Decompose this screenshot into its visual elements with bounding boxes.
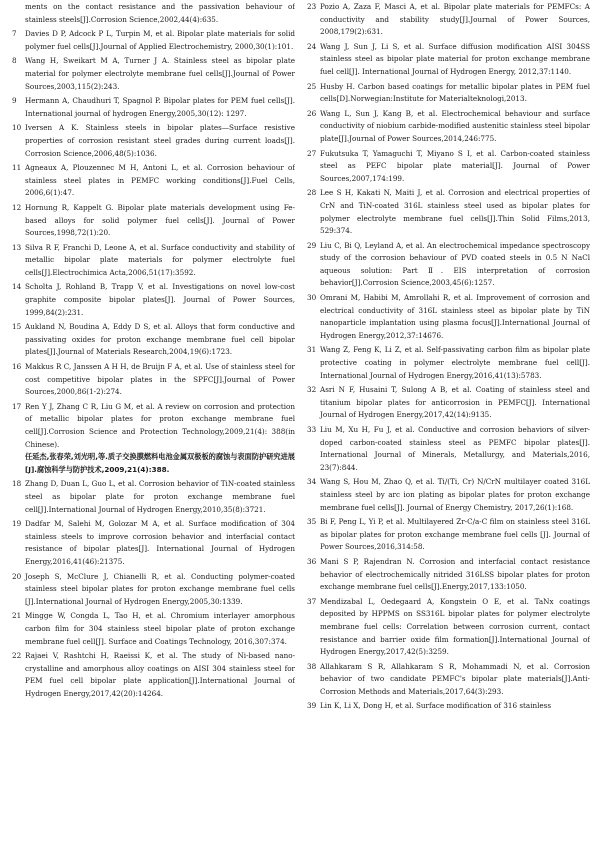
reference-text: Husby H. Carbon based coatings for metallic bipolar plates in PEM fuel cells[D].Norwegian:Institute for Materialteknologi,2013.: [320, 81, 590, 104]
reference-text: Bi F, Peng L, Yi P, et al. Multilayered Zr-C/a-C film on stainless steel 316L as bipolar plates for proton exchange membrane fuel cells [J]. Journal of Power Sources,2016,314:58.: [320, 517, 590, 552]
reference-number: 9: [12, 96, 17, 106]
reference-text: Wang H, Sweikart M A, Turner J A. Stainless steel as bipolar plate material for polymer electrolyte membrane fuel cells[J].Journal of Power Sources,2003,115(2):243.: [25, 56, 295, 91]
reference-text: Wang L, Sun J, Kang B, et al. Electrochemical behaviour and surface conductivity of niobium carbide-modified austenitic stainless steel bipolar plate[J].Journal of Power Sources,2014,246:775.: [320, 108, 590, 143]
reference-text: Agneaux A, Plouzennec M H, Antoni L, et al. Corrosion behaviour of stainless steel plates in PEMFC working conditions[J].Fuel Cells, 2006,6(1):47.: [25, 163, 295, 198]
reference-item: [12, 28, 295, 53]
left-column: [12, 0, 295, 842]
reference-item: [12, 478, 295, 516]
reference-item: [307, 148, 590, 186]
reference-item: [307, 700, 590, 713]
reference-item: [12, 571, 295, 609]
reference-item: [307, 556, 590, 594]
reference-item: [12, 650, 295, 700]
right-column: [307, 0, 590, 842]
reference-number: 27: [307, 148, 317, 158]
reference-text: Joseph S, McClure J, Chianelli R, et al. Conducting polymer-coated stainless steel bipolar plates for proton exchange membrane fuel cells [J].International Journal of Hydrogen Energy,2005,30:1339.: [25, 571, 295, 606]
reference-number: 23: [307, 2, 317, 11]
reference-item: [12, 162, 295, 200]
reference-item: [12, 95, 295, 120]
reference-text: Omrani M, Habibi M, Amrollahi R, et al. Improvement of corrosion and electrical conductivity of 316L stainless steel as bipolar plate by TiN nanoparticle implantation using plasma focus[J].International Journal of Hydrogen Energy,2012,37:14676.: [320, 293, 590, 340]
reference-number: 38: [307, 661, 317, 671]
reference-item: [307, 81, 590, 106]
reference-number: 31: [307, 345, 317, 355]
reference-text: Ren Y J, Zhang C R, Liu G M, et al. A review on corrosion and protection of metallic bipolar plates for proton exchange membrane fuel cell[J].Corrosion Science and Protection Technology,2009,21(4): 388(in Chinese).: [25, 401, 295, 449]
reference-text: Aukland N, Boudina A, Eddy D S, et al. Alloys that form conductive and passivating oxides for proton exchange membrane fuel cell bipolar plates[J].Journal of Materials Research,2004,19(6):1723.: [25, 322, 295, 357]
reference-number: 11: [12, 163, 22, 173]
reference-number: 25: [307, 81, 317, 91]
reference-text: Wang S, Hou M, Zhao Q, et al. Ti/(Ti, Cr) N/CrN multilayer coated 316L stainless steel by arc ion plating as bipolar plates for proton exchange membrane fuel cells[J]. Journal of Energy Chemistry, 2017,26(1):168.: [320, 477, 590, 512]
reference-number: 28: [307, 188, 317, 198]
reference-text: Pozio A, Zaza F, Masci A, et al. Bipolar plate materials for PEMFCs: A conductivity and stability study[J].Journal of Power Sources, 2008,179(2):631.: [320, 2, 590, 37]
reference-item: [307, 240, 590, 290]
reference-number: 16: [12, 362, 22, 372]
reference-number: 35: [307, 517, 317, 527]
reference-item: [12, 55, 295, 93]
reference-item: [307, 344, 590, 382]
reference-number: 10: [12, 123, 22, 133]
reference-text: Dadfar M, Salehi M, Golozar M A, et al. Surface modification of 304 stainless steels to improve corrosion behavior and interfacial contact resistance of bipolar plates[J]. International Journal of Hydrogen Energy,2016,41(46):21375.: [25, 519, 295, 566]
reference-number: 20: [12, 571, 22, 581]
reference-item: [307, 424, 590, 474]
reference-number: 24: [307, 41, 317, 51]
reference-item: [12, 122, 295, 160]
reference-number: 21: [12, 611, 22, 621]
reference-item: [12, 610, 295, 648]
reference-item: [307, 596, 590, 659]
reference-text: Lee S H, Kakati N, Maiti J, et al. Corrosion and electrical properties of CrN and TiN-coated 316L stainless steel used as bipolar plates for polymer electrolyte membrane fuel cells[J].Thin Solid Films,2013, 529:374.: [320, 188, 590, 236]
reference-item: [12, 518, 295, 568]
reference-item: [12, 242, 295, 280]
reference-text: Mendizabal L, Oedegaard A, Kongstein O E, et al. TaNx coatings deposited by HPPMS on SS316L bipolar plates for polymer electrolyte membrane fuel cells: Correlation between corrosion current, contact resistance and barrier oxide film formation[J].International Journal of Hydrogen Energy,2017,42(5):3259.: [320, 596, 590, 657]
reference-number: 30: [307, 293, 317, 303]
reference-number: 37: [307, 596, 317, 606]
reference-item: [307, 292, 590, 342]
reference-text: Zhang D, Duan L, Guo L, et al. Corrosion behavior of TiN-coated stainless steel as bipolar plate for proton exchange membrane fuel cell[J].International Journal of Hydrogen Energy,2010,35(8):3721.: [25, 479, 295, 514]
reference-number: 29: [307, 240, 317, 250]
reference-text: Wang Z, Feng K, Li Z, et al. Self-passivating carbon film as bipolar plate protective coating in polymer electrolyte membrane fuel cell[J]. International Journal of Hydrogen Energy,2016,41(13):5783.: [320, 345, 590, 380]
reference-text: Makkus R C, Janssen A H H, de Bruijn F A, et al. Use of stainless steel for cost competitive bipolar plates in the SPFC[J].Journal of Power Sources,2000,86(1-2):274.: [25, 362, 295, 397]
reference-text: Liu M, Xu H, Fu J, et al. Conductive and corrosion behaviors of silver-doped carbon-coated stainless steel as PEMFC bipolar plates[J]. International Journal of Minerals, Metallurgy, and Materials,2016, 23(7):844.: [320, 425, 590, 472]
reference-chinese-text: 任延杰,张春荣,刘光明,等.质子交换膜燃料电池金属双极板的腐蚀与表面防护研究进展[J].腐蚀科学与防护技术,2009,21(4):388.: [25, 452, 295, 474]
reference-text: Hermann A, Chaudhuri T, Spagnol P. Bipolar plates for PEM fuel cells[J]. International journal of hydrogen Energy,2005,30(12): 1297.: [25, 96, 295, 118]
reference-number: 19: [12, 519, 22, 529]
reference-text: Asri N F, Husaini T, Sulong A B, et al. Coating of stainless steel and titanium bipolar plates for anticorrosion in PEMFC[J]. International Journal of Hydrogen Energy,2017,42(14):9135.: [320, 385, 590, 420]
reference-number: 36: [307, 556, 317, 566]
reference-item: [12, 281, 295, 319]
reference-text: Mani S P, Rajendran N. Corrosion and interfacial contact resistance behavior of electrochemically nitrided 316LSS bipolar plates for proton exchange membrane fuel cells[J].Energy,2017,133:1050.: [320, 556, 590, 592]
reference-text: Hornung R, Kappelt G. Bipolar plate materials development using Fe-based alloys for solid polymer fuel cells[J]. Journal of Power Sources,1998,72(1):20.: [25, 202, 295, 238]
reference-number: 33: [307, 425, 317, 434]
reference-item: [307, 108, 590, 146]
reference-number: 17: [12, 401, 22, 411]
reference-item: [12, 361, 295, 399]
reference-number: 18: [12, 479, 22, 489]
reference-text: Lin K, Li X, Dong H, et al. Surface modification of 316 stainless: [320, 701, 552, 711]
reference-text: Scholta J, Rohland B, Trapp V, et al. Investigations on novel low-cost graphite composite bipolar plates[J]. Journal of Power Sources, 1999,84(2):231.: [25, 282, 295, 317]
reference-item: [307, 384, 590, 422]
reference-item: [12, 401, 295, 477]
reference-item: [307, 41, 590, 79]
reference-number: 12: [12, 202, 22, 212]
reference-item: [307, 476, 590, 514]
reference-item: [307, 516, 590, 554]
reference-item: [307, 187, 590, 237]
left-reference-list: [12, 28, 295, 700]
reference-number: 8: [12, 56, 17, 66]
reference-number: 22: [12, 651, 22, 661]
reference-text: Liu C, Bi Q, Leyland A, et al. An electrochemical impedance spectroscopy study of the corrosion behaviour of PVD coated steels in 0.5 N NaCl aqueous solution: Part Ⅱ. EIS interpretation of corrosion behavior[J].Corrosion Science,2003,45(6):1257.: [320, 240, 590, 288]
reference-text: Allahkaram S R, Allahkaram S R, Mohammadi N, et al. Corrosion behavior of two candidate PEMFC's bipolar plate materials[J].Anti-Corrosion Methods and Materials,2017,64(3):293.: [320, 661, 590, 696]
reference-number: 34: [307, 477, 317, 487]
reference-number: 15: [12, 322, 22, 332]
reference-number: 14: [12, 282, 22, 292]
reference-continuation: ments on the contact resistance and the passivation behaviour of stainless steels[J].Corrosion Science,2002,44(4):635.: [25, 2, 295, 24]
reference-item: [12, 321, 295, 359]
reference-number: 26: [307, 108, 317, 118]
reference-number: 7: [12, 29, 17, 39]
right-reference-list: [307, 1, 590, 713]
reference-text: Mingge W, Congda L, Tao H, et al. Chromium interlayer amorphous carbon film for 304 stainless steel bipolar plate of proton exchange membrane fuel cell[J]. Surface and Coatings Technology, 2016,307:374.: [25, 611, 295, 646]
reference-text: Silva R F, Franchi D, Leone A, et al. Surface conductivity and stability of metallic bipolar plate materials for polymer electrolyte fuel cells[J].Electrochimica Acta,2006,51(17):3592.: [25, 242, 295, 277]
reference-text: Davies D P, Adcock P L, Turpin M, et al. Bipolar plate materials for solid polymer fuel cells[J].Journal of Applied Electrochemistry, 2000,30(1):101.: [25, 29, 295, 51]
reference-number: 32: [307, 385, 317, 395]
reference-text: Rajaei V, Rashtchi H, Raeissi K, et al. The study of Ni-based nano-crystalline and amorphous alloy coatings on AISI 304 stainless steel for PEM fuel cell bipolar plate application[J].International Journal of Hydrogen Energy,2017,42(20):14264.: [25, 651, 295, 698]
reference-text: Iversen A K. Stainless steels in bipolar plates—Surface resistive properties of corrosion resistant steel grades during current loads[J]. Corrosion Science,2006,48(5):1036.: [25, 123, 295, 158]
reference-number: 39: [307, 701, 317, 711]
reference-text: Fukutsuka T, Yamaguchi T, Miyano S I, et al. Carbon-coated stainless steel as PEFC bipolar plate material[J]. Journal of Power Sources,2007,174:199.: [320, 148, 590, 183]
reference-item: [12, 202, 295, 240]
reference-item: [307, 661, 590, 699]
reference-number: 13: [12, 242, 22, 252]
reference-item: [307, 1, 590, 39]
reference-text: Wang J, Sun J, Li S, et al. Surface diffusion modification AISI 304SS stainless steel as bipolar plate material for proton exchange membrane fuel cell[J]. International Journal of Hydrogen Energy, 2012,37:1140.: [320, 41, 590, 76]
